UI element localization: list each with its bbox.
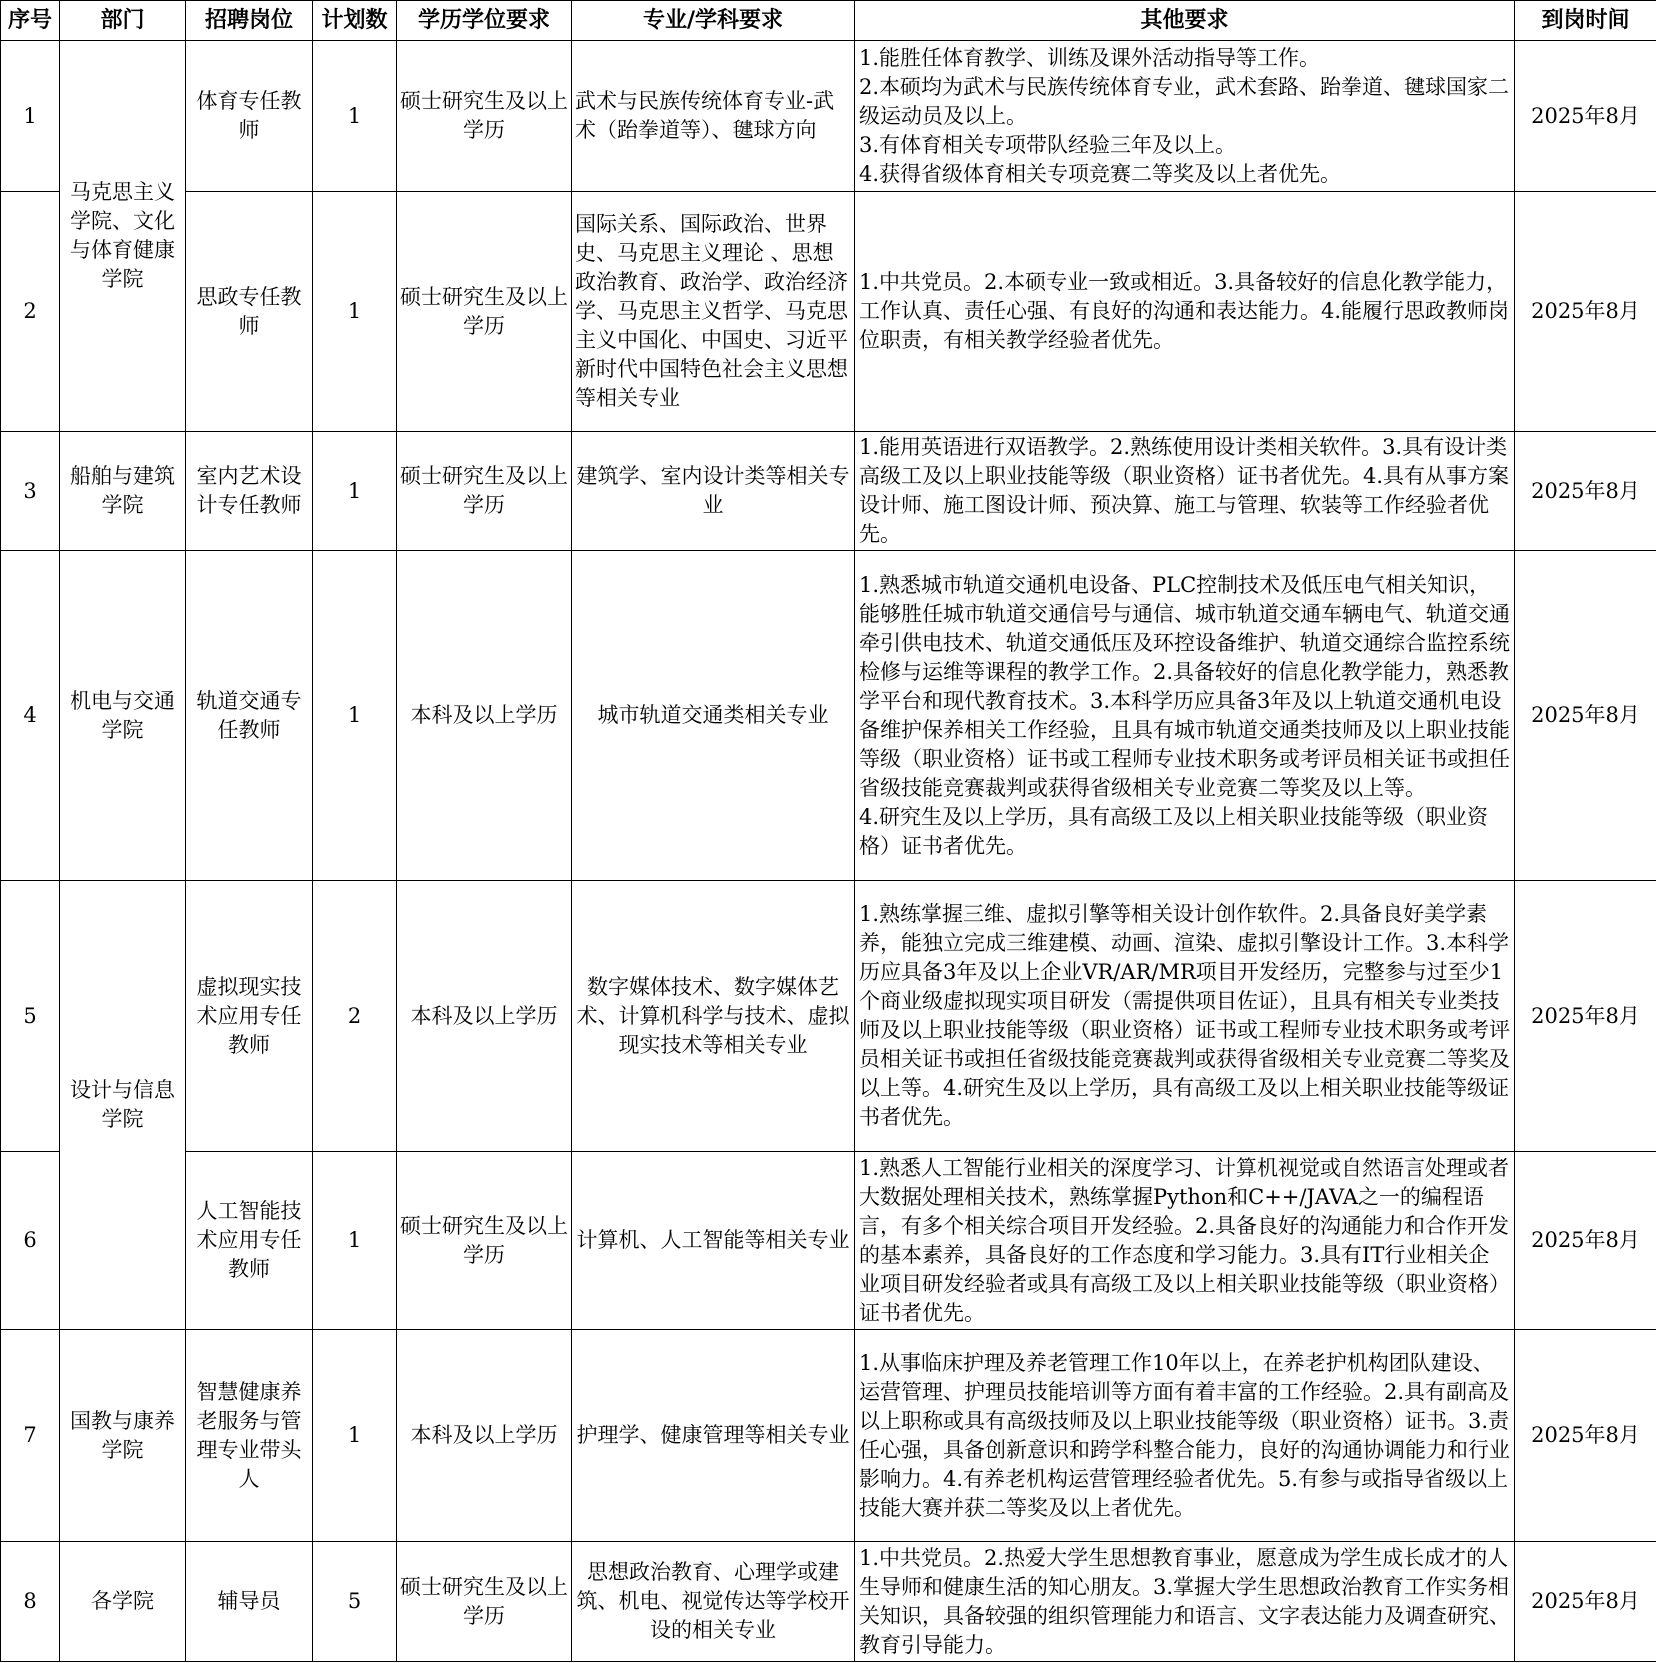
other-line: 1.中共党员。2.热爱大学生思想教育事业，愿意成为学生成长成才的人生导师和健康生活的知心朋友。3.掌握大学生思想政治教育工作实务相关知识，具备较强的组织管理能力和语言、文字表达能力及调查研究、教育引导能力。 (859, 1545, 1510, 1657)
row-edu: 本科及以上学历 (397, 1330, 572, 1542)
other-line: 2.本硕均为武术与民族传统体育专业，武术套路、跆拳道、毽球国家二级运动员及以上。 (859, 74, 1510, 128)
other-line: 1.熟悉城市轨道交通机电设备、PLC控制技术及低压电气相关知识，能够胜任城市轨道交通信号与通信、城市轨道交通车辆电气、轨道交通牵引供电技术、轨道交通低压及环控设备维护、轨道交通综合监控系统检修与运维等课程的教学工作。2.具备较好的信息化教学能力，熟悉教学平台和现代教育技术。3.本科学历应具备3年及以上轨道交通机电设备维护保养相关工作经验，且具有城市轨道交通类技师及以上职业技能等级（职业资格）证书或工程师专业技术职务或考评员相关证书或担任省级技能竞赛裁判或获得省级相关专业竞赛二等奖及以上等。 (859, 572, 1510, 800)
other-line: 1.熟悉人工智能行业相关的深度学习、计算机视觉或自然语言处理或者大数据处理相关技术，熟练掌握Python和C++/JAVA之一的编程语言，有多个相关综合项目开发经验。2.具备良好的沟通能力和合作开发的基本素养，具备良好的工作态度和学习能力。3.具有IT行业相关企业项目研发经验者或具有高级工及以上相关职业技能等级（职业资格）证书者优先。 (859, 1155, 1510, 1325)
row-other (855, 1330, 1515, 1542)
row-dept: 设计与信息学院 (60, 881, 186, 1330)
row-post: 室内艺术设计专任教师 (186, 432, 313, 551)
row-post: 思政专任教师 (186, 192, 313, 432)
row-post: 人工智能技术应用专任教师 (186, 1152, 313, 1330)
other-line: 1.熟练掌握三维、虚拟引擎等相关设计创作软件。2.具备良好美学素养，能独立完成三维建模、动画、渲染、虚拟引擎设计工作。3.本科学历应具备3年及以上企业VR/AR/MR项目开发经历，完整参与过至少1个商业级虚拟现实项目研发（需提供项目佐证），且具有相关专业类技师及以上职业技能等级（职业资格）证书或工程师专业技术职务或考评员相关证书或担任省级技能竞赛裁判或获得省级相关专业竞赛二等奖及以上等。4.研究生及以上学历，具有高级工及以上相关职业技能等级证书者优先。 (859, 902, 1510, 1129)
header-dept: 部门 (60, 1, 186, 41)
row-post: 体育专任教师 (186, 41, 313, 192)
table-row (1, 192, 1656, 432)
row-dept: 马克思主义学院、文化与体育健康学院 (60, 41, 186, 432)
row-major: 建筑学、室内设计类等相关专业 (572, 432, 855, 551)
row-count: 1 (313, 432, 397, 551)
row-count: 5 (313, 1542, 397, 1662)
header-row (1, 1, 1656, 41)
row-other (855, 1152, 1515, 1330)
row-count: 1 (313, 41, 397, 192)
row-edu: 硕士研究生及以上学历 (397, 1152, 572, 1330)
row-no: 8 (1, 1542, 60, 1662)
header-other: 其他要求 (855, 1, 1515, 41)
row-count: 1 (313, 551, 397, 881)
row-count: 1 (313, 192, 397, 432)
row-time: 2025年8月 (1515, 432, 1656, 551)
row-edu: 硕士研究生及以上学历 (397, 41, 572, 192)
table-row (1, 881, 1656, 1152)
row-dept: 国教与康养学院 (60, 1330, 186, 1542)
row-post: 智慧健康养老服务与管理专业带头人 (186, 1330, 313, 1542)
row-no: 6 (1, 1152, 60, 1330)
row-other (855, 41, 1515, 192)
header-post: 招聘岗位 (186, 1, 313, 41)
other-line: 1.能胜任体育教学、训练及课外活动指导等工作。 (859, 45, 1321, 70)
table-row (1, 41, 1656, 192)
row-other (855, 551, 1515, 881)
other-line: 1.从事临床护理及养老管理工作10年以上，在养老护机构团队建设、运营管理、护理员技能培训等方面有着丰富的工作经验。2.具有副高及以上职称或具有高级技师及以上职业技能等级（职业资格）证书。3.责任心强，具备创新意识和跨学科整合能力，良好的沟通协调能力和行业影响力。4.有养老机构运营管理经验者优先。5.有参与或指导省级以上技能大赛并获二等奖及以上者优先。 (859, 1350, 1510, 1520)
row-major: 武术与民族传统体育专业-武术（跆拳道等）、毽球方向 (572, 41, 855, 192)
other-line: 4.研究生及以上学历，具有高级工及以上相关职业技能等级（职业资格）证书者优先。 (859, 804, 1489, 858)
row-major: 思想政治教育、心理学或建筑、机电、视觉传达等学校开设的相关专业 (572, 1542, 855, 1662)
row-no: 4 (1, 551, 60, 881)
table-row (1, 1152, 1656, 1330)
row-edu: 硕士研究生及以上学历 (397, 192, 572, 432)
row-time: 2025年8月 (1515, 881, 1656, 1152)
row-no: 2 (1, 192, 60, 432)
row-other (855, 881, 1515, 1152)
row-edu: 本科及以上学历 (397, 881, 572, 1152)
table-row (1, 432, 1656, 551)
row-no: 1 (1, 41, 60, 192)
row-dept: 船舶与建筑学院 (60, 432, 186, 551)
header-time: 到岗时间 (1515, 1, 1656, 41)
row-no: 5 (1, 881, 60, 1152)
row-time: 2025年8月 (1515, 41, 1656, 192)
row-post: 辅导员 (186, 1542, 313, 1662)
row-dept: 机电与交通学院 (60, 551, 186, 881)
header-count: 计划数 (313, 1, 397, 41)
other-line: 3.有体育相关专项带队经验三年及以上。 (859, 132, 1237, 157)
row-major: 计算机、人工智能等相关专业 (572, 1152, 855, 1330)
row-post: 轨道交通专任教师 (186, 551, 313, 881)
row-other (855, 1542, 1515, 1662)
row-major: 数字媒体技术、数字媒体艺术、计算机科学与技术、虚拟现实技术等相关专业 (572, 881, 855, 1152)
row-count: 1 (313, 1152, 397, 1330)
header-no: 序号 (1, 1, 60, 41)
row-time: 2025年8月 (1515, 1542, 1656, 1662)
header-edu: 学历学位要求 (397, 1, 572, 41)
row-count: 1 (313, 1330, 397, 1542)
row-major: 国际关系、国际政治、世界史、马克思主义理论 、思想政治教育、政治学、政治经济学、马克思主义哲学、马克思主义中国化、中国史、习近平新时代中国特色社会主义思想等相关专业 (572, 192, 855, 432)
row-edu: 硕士研究生及以上学历 (397, 1542, 572, 1662)
header-major: 专业/学科要求 (572, 1, 855, 41)
table-row (1, 1330, 1656, 1542)
row-time: 2025年8月 (1515, 1330, 1656, 1542)
other-line: 1.能用英语进行双语教学。2.熟练使用设计类相关软件。3.具有设计类高级工及以上职业技能等级（职业资格）证书者优先。4.具有从事方案设计师、施工图设计师、预决算、施工与管理、软装等工作经验者优先。 (859, 435, 1510, 546)
row-major: 护理学、健康管理等相关专业 (572, 1330, 855, 1542)
row-count: 2 (313, 881, 397, 1152)
table-row (1, 551, 1656, 881)
row-major: 城市轨道交通类相关专业 (572, 551, 855, 881)
row-other (855, 432, 1515, 551)
row-post: 虚拟现实技术应用专任教师 (186, 881, 313, 1152)
row-edu: 本科及以上学历 (397, 551, 572, 881)
row-dept: 各学院 (60, 1542, 186, 1662)
row-time: 2025年8月 (1515, 192, 1656, 432)
row-edu: 硕士研究生及以上学历 (397, 432, 572, 551)
other-line: 4.获得省级体育相关专项竞赛二等奖及以上者优先。 (859, 161, 1342, 186)
row-no: 3 (1, 432, 60, 551)
row-no: 7 (1, 1330, 60, 1542)
row-time: 2025年8月 (1515, 1152, 1656, 1330)
row-time: 2025年8月 (1515, 551, 1656, 881)
table-row (1, 1542, 1656, 1662)
row-other (855, 192, 1515, 432)
other-line: 1.中共党员。2.本硕专业一致或相近。3.具备较好的信息化教学能力，工作认真、责任心强、有良好的沟通和表达能力。4.能履行思政教师岗位职责，有相关教学经验者优先。 (859, 270, 1510, 352)
